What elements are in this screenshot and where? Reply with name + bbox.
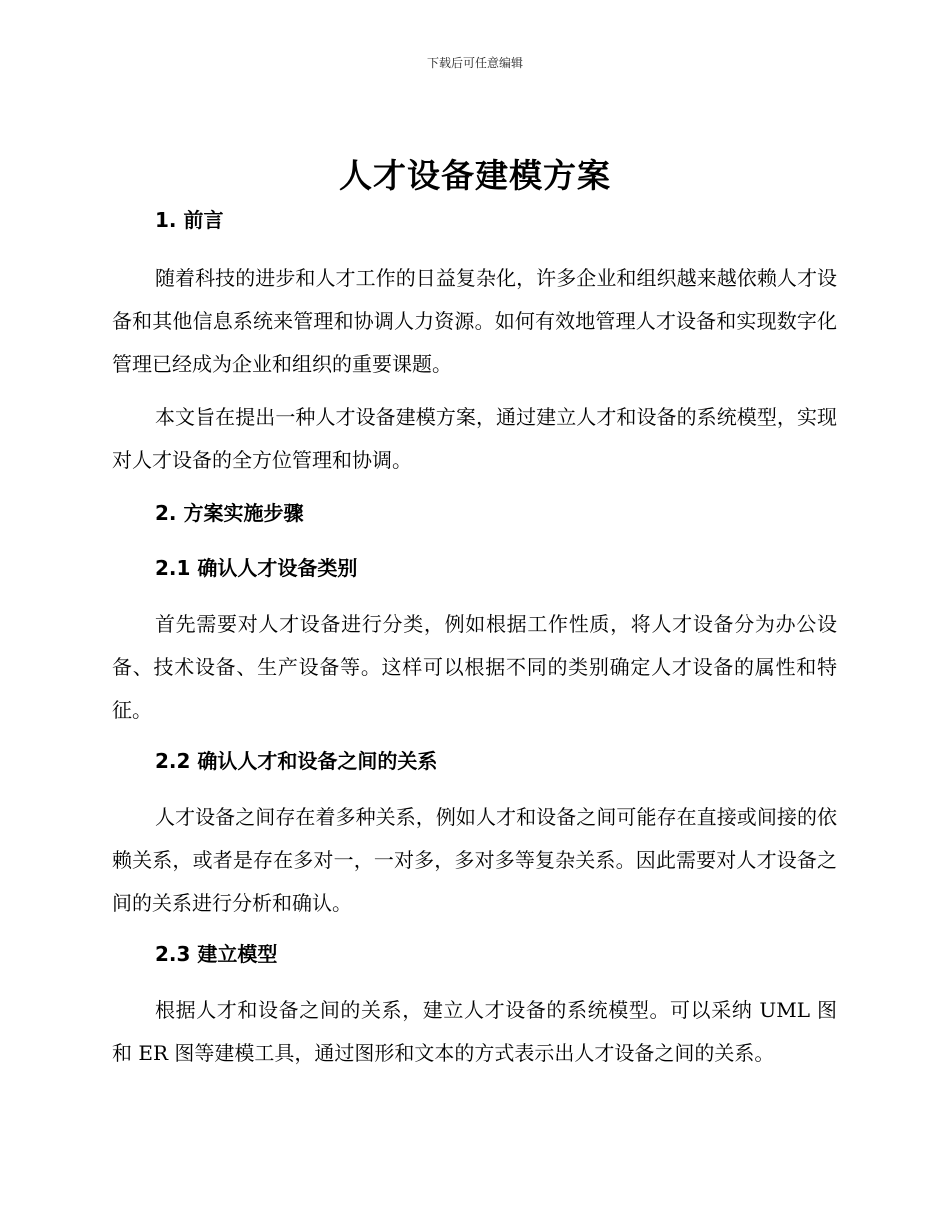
paragraph-preface-1: 随着科技的进步和人才工作的日益复杂化，许多企业和组织越来越依赖人才设备和其他信息系统来管理和协调人力资源。如何有效地管理人才设备和实现数字化管理已经成为企业和组织的重要课题。 [112, 266, 837, 376]
paragraph-preface-2: 本文旨在提出一种人才设备建模方案，通过建立人才和设备的系统模型，实现对人才设备的全方位管理和协调。 [112, 405, 837, 472]
section-heading-implementation: 2. 方案实施步骤 [155, 501, 304, 525]
paragraph-2-1: 首先需要对人才设备进行分类，例如根据工作性质，将人才设备分为办公设备、技术设备、生产设备等。这样可以根据不同的类别确定人才设备的属性和特征。 [112, 612, 837, 722]
section-heading-2-2: 2.2 确认人才和设备之间的关系 [155, 749, 438, 773]
section-heading-preface: 1. 前言 [155, 208, 224, 232]
document-body [112, 203, 837, 1075]
page-header-note: 下载后可任意编辑 [426, 56, 523, 70]
document-title: 人才设备建模方案 [339, 156, 611, 195]
paragraph-2-2: 人才设备之间存在着多种关系，例如人才和设备之间可能存在直接或间接的依赖关系，或者是存在多对一，一对多，多对多等复杂关系。因此需要对人才设备之间的关系进行分析和确认。 [112, 805, 837, 915]
paragraph-2-3: 根据人才和设备之间的关系，建立人才设备的系统模型。可以采纳 UML 图和 ER 图等建模工具，通过图形和文本的方式表示出人才设备之间的关系。 [112, 998, 837, 1065]
section-heading-2-3: 2.3 建立模型 [155, 942, 278, 966]
section-heading-2-1: 2.1 确认人才设备类别 [155, 556, 358, 580]
